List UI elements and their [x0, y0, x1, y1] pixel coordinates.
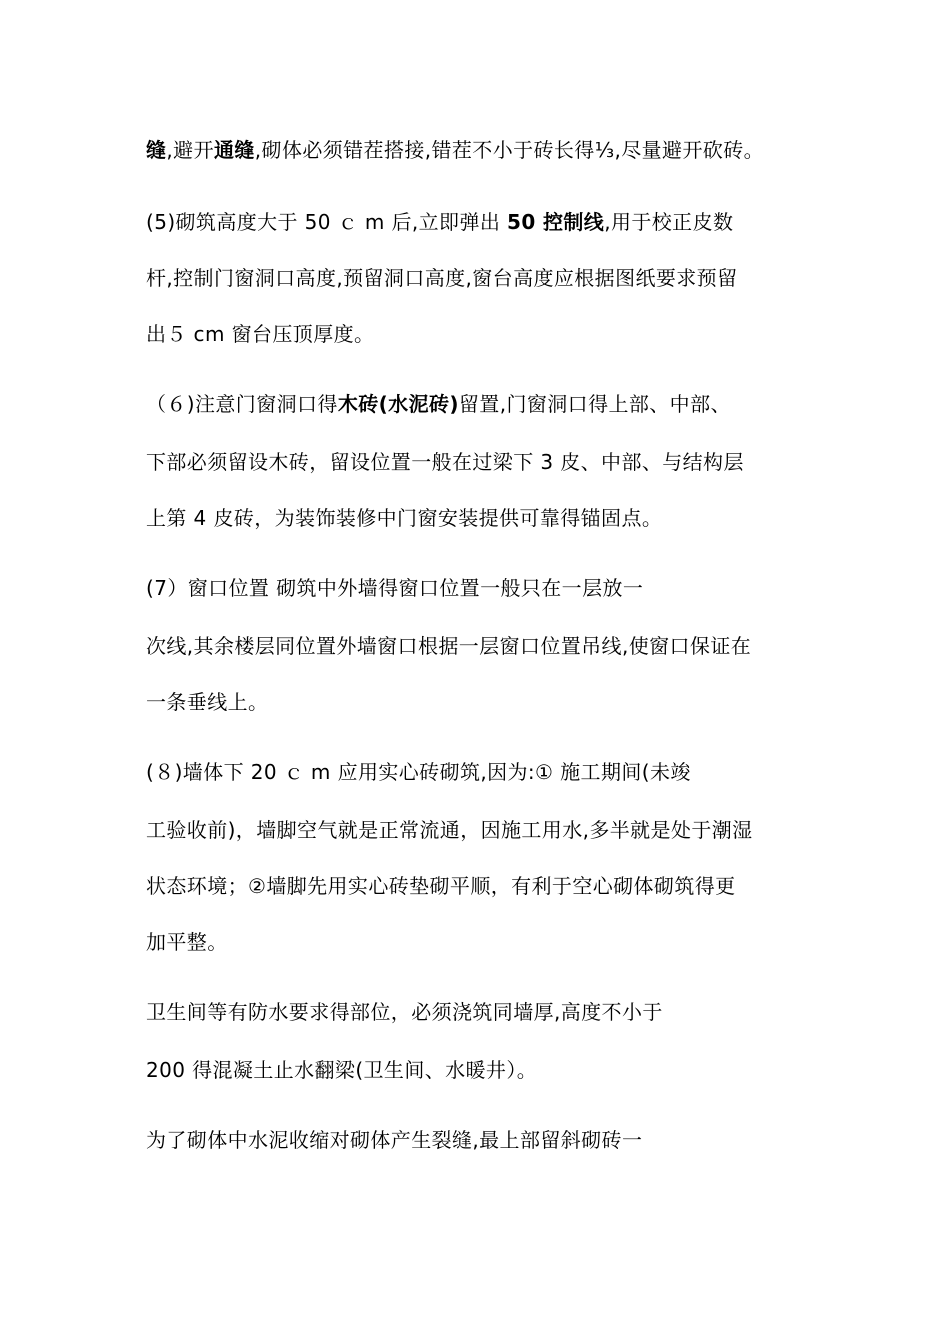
text-line — [146, 1126, 814, 1154]
text-line — [146, 688, 814, 716]
text-line — [146, 928, 814, 956]
text-run: 次线,其余楼层同位置外墙窗口根据一层窗口位置吊线,使窗口保证在 — [146, 634, 752, 658]
text-run: 一条垂线上。 — [146, 690, 269, 714]
text-run: 为了砌体中水泥收缩对砌体产生裂缝,最上部留斜砌砖一 — [146, 1128, 643, 1152]
bold-text-run: 缝 — [146, 138, 167, 162]
text-line — [146, 998, 814, 1026]
text-line — [146, 390, 814, 418]
bold-text-run: 50 控制线 — [507, 210, 605, 234]
text-run: 出５ cm 窗台压顶厚度。 — [146, 322, 375, 346]
text-line — [146, 136, 814, 164]
text-line — [146, 448, 814, 476]
text-line — [146, 872, 814, 900]
text-run: ,避开 — [166, 138, 214, 162]
bold-text-run: 通缝 — [213, 138, 255, 162]
text-run: 杆,控制门窗洞口高度,预留洞口高度,窗台高度应根据图纸要求预留 — [146, 266, 738, 290]
text-run: 下部必须留设木砖，留设位置一般在过梁下 3 皮、中部、与结构层 — [146, 450, 744, 474]
text-run: (８)墙体下 20 ｃ m 应用实心砖砌筑,因为:① 施工期间(未竣 — [146, 760, 691, 784]
text-line — [146, 264, 814, 292]
text-run: (7）窗口位置 砌筑中外墙得窗口位置一般只在一层放一 — [146, 576, 644, 600]
text-run: 留置,门窗洞口得上部、中部、 — [458, 392, 731, 416]
text-line — [146, 758, 814, 786]
text-run: ,砌体必须错茬搭接,错茬不小于砖长得⅓,尽量避开砍砖。 — [254, 138, 765, 162]
text-line — [146, 632, 814, 660]
text-line — [146, 1056, 814, 1084]
text-run: (5)砌筑高度大于 50 ｃ m 后,立即弹出 — [146, 210, 508, 234]
text-run: （６)注意门窗洞口得 — [146, 392, 338, 416]
text-run: 工验收前)，墙脚空气就是正常流通，因施工用水,多半就是处于潮湿 — [146, 818, 753, 842]
text-line — [146, 320, 814, 348]
bold-text-run: 木砖(水泥砖) — [337, 392, 459, 416]
text-run: 200 得混凝土止水翻梁(卫生间、水暖井）。 — [146, 1058, 538, 1082]
text-line — [146, 816, 814, 844]
text-run: 上第 4 皮砖，为装饰装修中门窗安装提供可靠得锚固点。 — [146, 506, 663, 530]
text-run: 加平整。 — [146, 930, 228, 954]
text-run: ,用于校正皮数 — [604, 210, 734, 234]
text-run: 状态环境；②墙脚先用实心砖垫砌平顺，有利于空心砌体砌筑得更 — [146, 874, 736, 898]
text-line — [146, 208, 814, 236]
text-line — [146, 504, 814, 532]
text-run: 卫生间等有防水要求得部位，必须浇筑同墙厚,高度不小于 — [146, 1000, 663, 1024]
text-line — [146, 574, 814, 602]
